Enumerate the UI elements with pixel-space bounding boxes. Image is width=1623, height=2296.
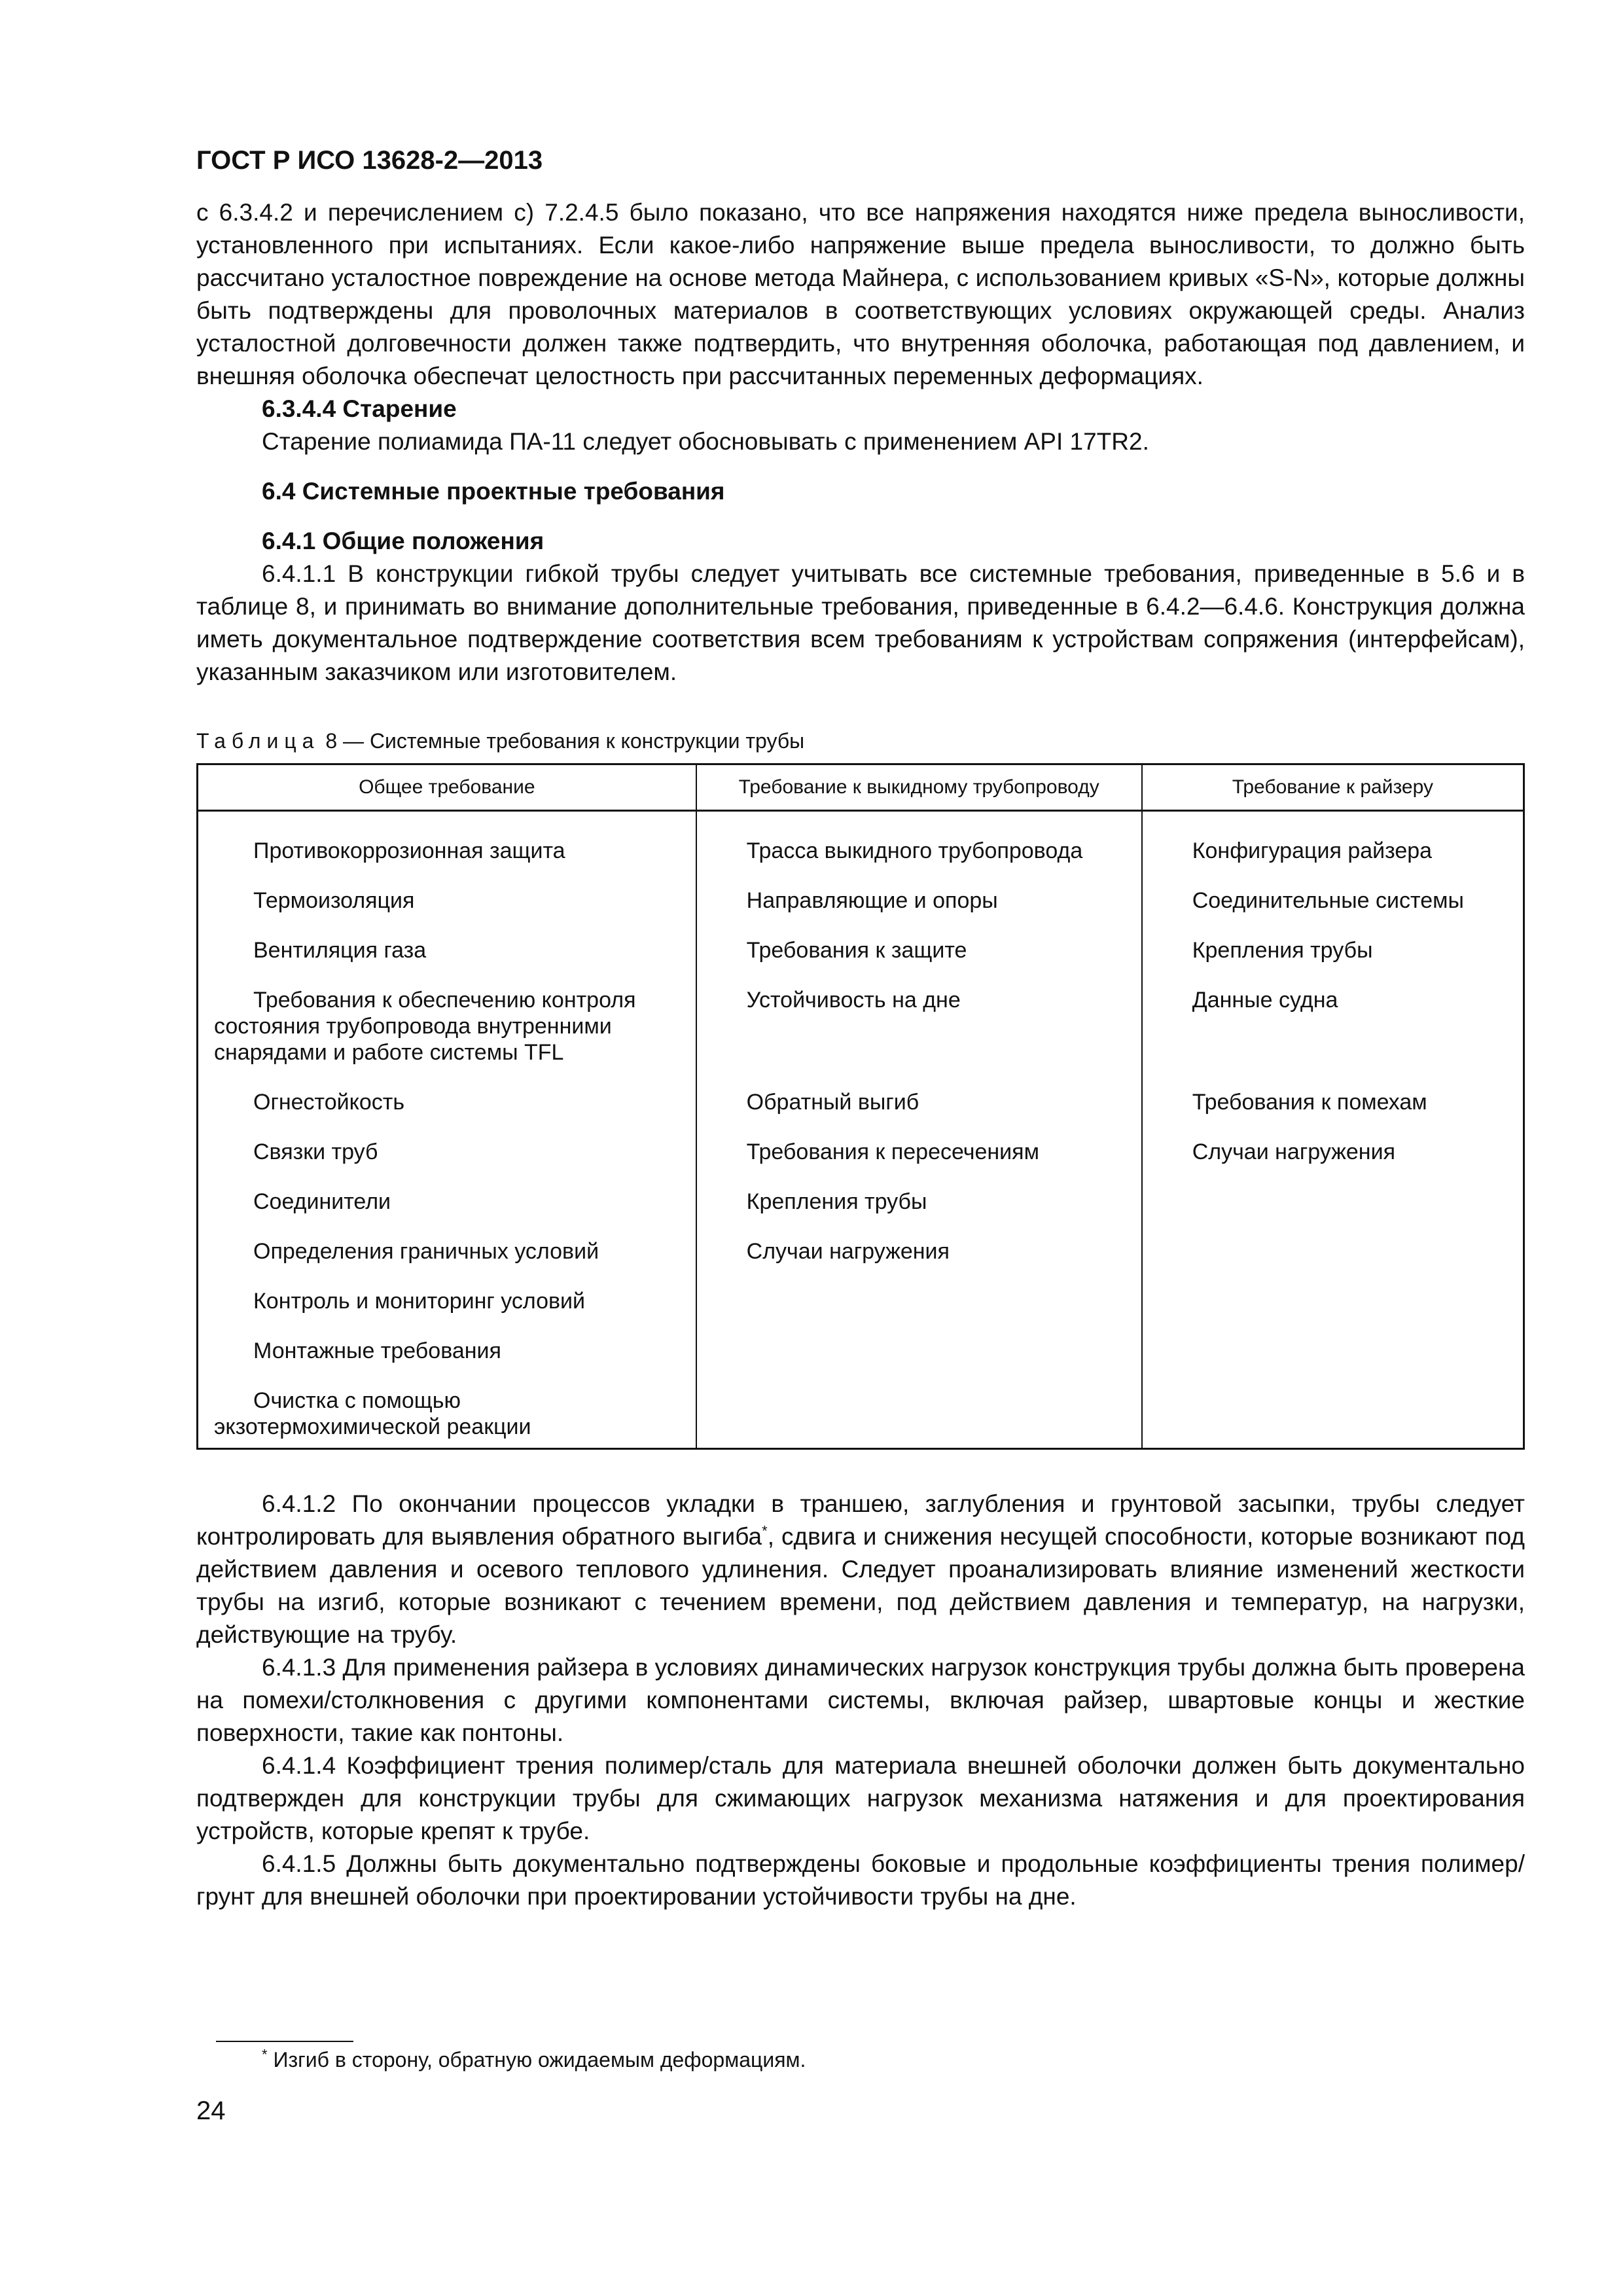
table-row [198,1227,1524,1276]
table-cell: Данные судна [1142,975,1524,1077]
table-cell: Случаи нагружения [696,1227,1142,1276]
table-cell: Требования к пересечениям [696,1127,1142,1177]
table-cell: Контроль и мониторинг условий [198,1276,696,1326]
document-header: ГОСТ Р ИСО 13628-2—2013 [196,146,543,175]
table-cell: Монтажные требования [198,1326,696,1376]
document-page [196,144,1525,1913]
table-row [198,925,1524,975]
table-cell: Обратный выгиб [696,1077,1142,1127]
table-cell [696,1326,1142,1376]
table-row [198,1177,1524,1227]
table-cell [1142,1326,1524,1376]
table-caption-title: 8 — Системные требования к конструкции трубы [325,729,805,753]
table-cell [1142,1376,1524,1449]
table-row [198,811,1524,876]
table-row [198,1077,1524,1127]
paragraph-6-4-1-5: 6.4.1.5 Должны быть документально подтверждены боковые и продольные коэффициенты трения полимер/грунт для внешней оболочки при проектировании устойчивости трубы на дне. [196,1850,1525,1910]
paragraph-6-3-4-4: Старение полиамида ПА-11 следует обосновывать с применением API 17TR2. [262,428,1149,455]
page-number: 24 [196,2096,226,2125]
paragraph-6-4-1-1: 6.4.1.1 В конструкции гибкой трубы следует учитывать все системные требования, приведенные в 5.6 и в таблице 8, и принимать во внимание дополнительные требования, приведенные в 6.4.2—6.4.6. Конструкция должна иметь документальное подтверждение соответствия всем требованиям к устройствам сопряжения (интерфейсам), указанным заказчиком или изготовителем. [196,560,1525,685]
table-cell: Устойчивость на дне [696,975,1142,1077]
table-caption-label: Таблица [196,729,320,753]
table-cell: Требования к помехам [1142,1077,1524,1127]
table-caption [196,726,1525,755]
paragraph-6-4-1-3: 6.4.1.3 Для применения райзера в условиях динамических нагрузок конструкция трубы должна быть проверена на помехи/столкновения с другими компонентами системы, включая райзер, швартовые концы и жесткие поверхности, такие как понтоны. [196,1654,1525,1746]
table-cell: Направляющие и опоры [696,876,1142,925]
table-cell: Трасса выкидного трубопровода [696,811,1142,876]
table-cell: Крепления трубы [696,1177,1142,1227]
footnote-mark: * [262,2046,268,2063]
table-cell: Соединительные системы [1142,876,1524,925]
table-cell [696,1276,1142,1326]
table-cell: Противокоррозионная защита [198,811,696,876]
table-header-flowline: Требование к выкидному трубопроводу [696,764,1142,811]
heading-6-3-4-4: 6.3.4.4 Старение [262,395,457,422]
footnote [262,2045,806,2074]
table-cell: Конфигурация райзера [1142,811,1524,876]
table-cell: Термоизоляция [198,876,696,925]
table-cell [1142,1227,1524,1276]
footnote-separator [216,2041,353,2042]
table-cell: Требования к обеспечению контроля состояния трубопровода внутренними снарядами и работе системы TFL [198,975,696,1077]
table-row [198,1276,1524,1326]
table-cell: Вентиляция газа [198,925,696,975]
table-cell: Огнестойкость [198,1077,696,1127]
heading-6-4: 6.4 Системные проектные требования [262,478,725,505]
table-cell [1142,1276,1524,1326]
intro-paragraph: с 6.3.4.2 и перечислением с) 7.2.4.5 было показано, что все напряжения находятся ниже предела выносливости, установленного при испытаниях. Если какое-либо напряжение выше предела выносливости, то должно быть рассчитано усталостное повреждение на основе метода Майнера, с использованием кривых «S-N», которые должны быть подтверждены для проволочных материалов в соответствующих условиях окружающей среды. Анализ усталостной долговечности должен также подтвердить, что внутренняя оболочка, работающая под давлением, и внешняя оболочка обеспечат целостность при рассчитанных переменных деформациях. [196,199,1525,389]
table-row [198,975,1524,1077]
paragraph-6-4-1-2-end: , сдвига и снижения несущей способности, которые возникают под действием давления и осевого теплового удлинения. Следует проанализировать влияние изменений жесткости трубы на изгиб, которые возникают с течением времени, под действием давления и температур, на нагрузки, действующие на трубу. [196,1523,1525,1648]
footnote-text: Изгиб в сторону, обратную ожидаемым деформациям. [267,2048,806,2072]
table-cell: Требования к защите [696,925,1142,975]
table-cell: Очистка с помощью экзотермохимической реакции [198,1376,696,1449]
paragraph-6-4-1-4: 6.4.1.4 Коэффициент трения полимер/сталь для материала внешней оболочки должен быть документально подтвержден для конструкции трубы для сжимающих нагрузок механизма натяжения и для проектирования устройств, которые крепят к трубе. [196,1752,1525,1844]
table-row [198,876,1524,925]
table-row [198,1127,1524,1177]
requirements-table [196,763,1525,1450]
table-row [198,1376,1524,1449]
heading-6-4-1: 6.4.1 Общие положения [262,528,544,554]
table-cell: Соединители [198,1177,696,1227]
table-cell: Случаи нагружения [1142,1127,1524,1177]
paragraph-6-4-1-2-start: 6.4.1.2 По окончании процессов укладки в траншею, заглубления и грунтовой засыпки, трубы следует контролировать для выявления обратного выгиба [196,1490,1525,1550]
table-header-riser: Требование к райзеру [1142,764,1524,811]
table-cell: Определения граничных условий [198,1227,696,1276]
paragraph-6-4-1-2 [196,1488,1525,1651]
table-cell: Крепления трубы [1142,925,1524,975]
table-header-general: Общее требование [198,764,696,811]
table-cell: Связки труб [198,1127,696,1177]
table-cell [1142,1177,1524,1227]
footnote-reference-mark: * [762,1522,768,1539]
table-row [198,1326,1524,1376]
table-cell [696,1376,1142,1449]
table-header-row [198,764,1524,811]
